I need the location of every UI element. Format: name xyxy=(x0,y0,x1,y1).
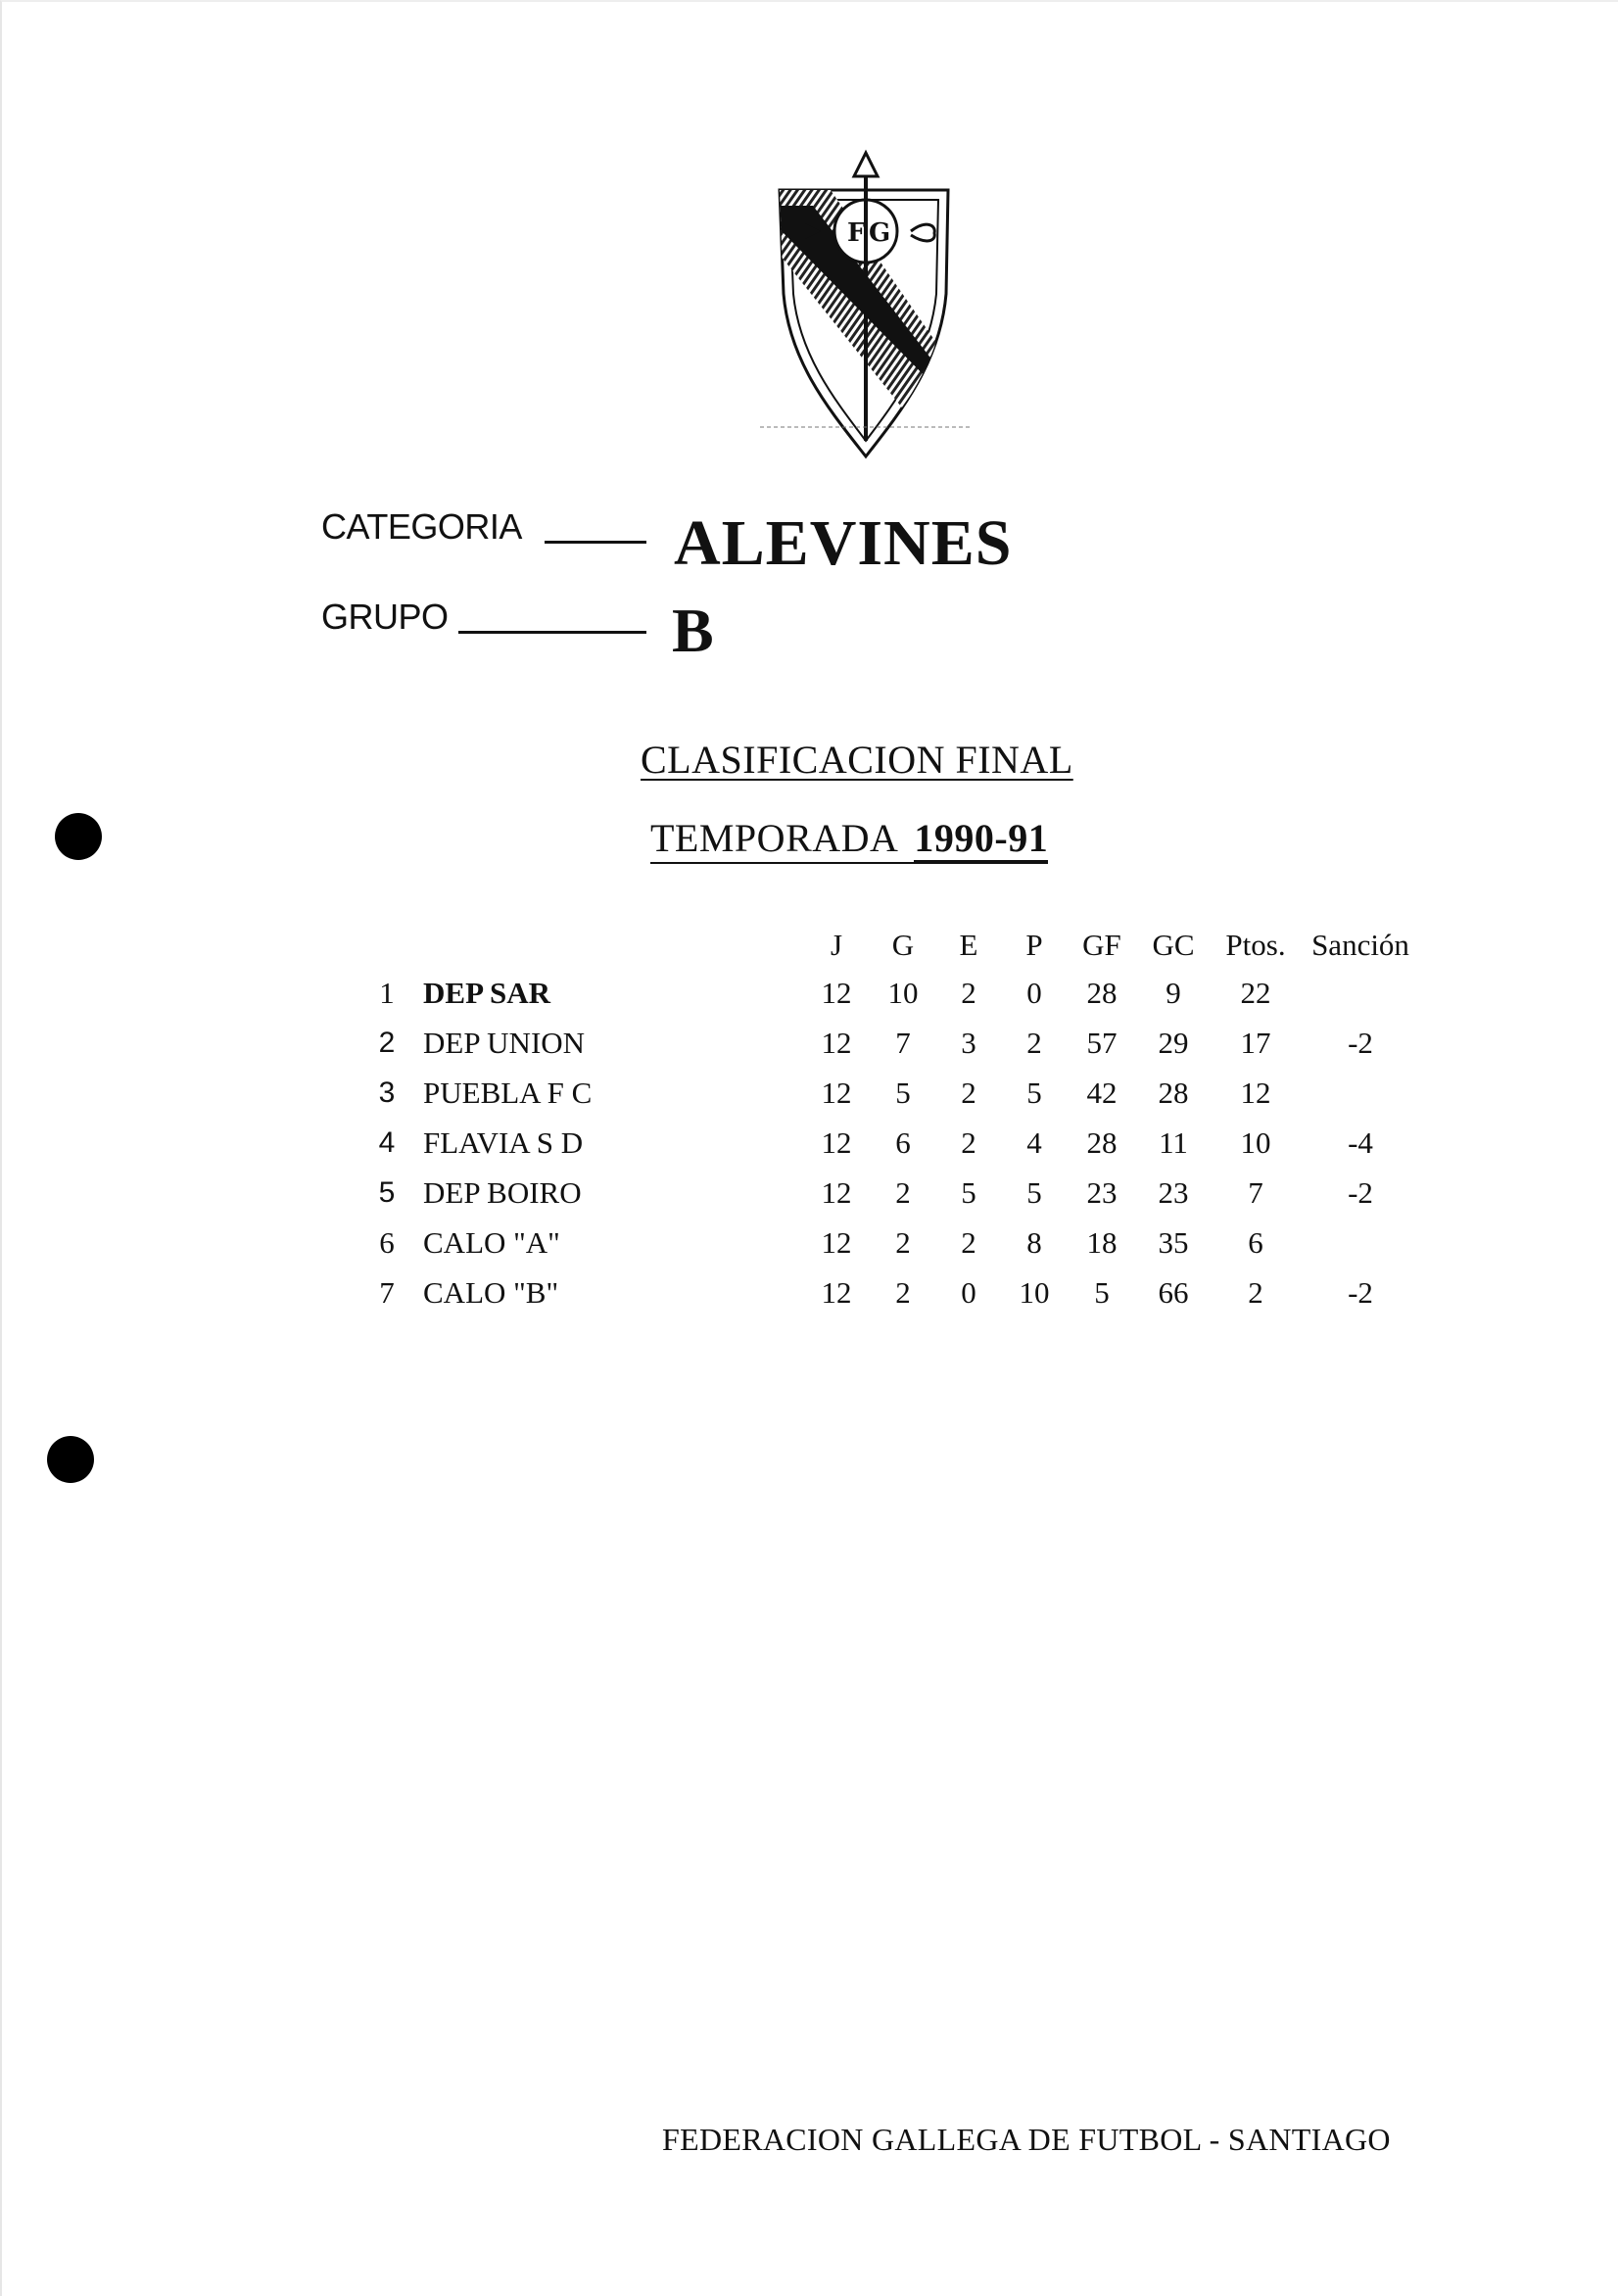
grupo-value: B xyxy=(672,596,714,665)
categoria-label: CATEGORIA xyxy=(321,506,522,547)
row-gc: 35 xyxy=(1158,1225,1189,1260)
row-position: 3 xyxy=(378,1076,396,1109)
row-e: 2 xyxy=(961,976,976,1010)
row-team: PUEBLA F C xyxy=(423,1076,593,1110)
categoria-value: ALEVINES xyxy=(674,507,1013,579)
row-g: 7 xyxy=(895,1026,911,1060)
row-gf: 23 xyxy=(1086,1175,1118,1210)
row-team: CALO "A" xyxy=(423,1225,560,1260)
row-gc: 66 xyxy=(1158,1275,1189,1310)
header-gf: GF xyxy=(1082,927,1121,962)
row-p: 4 xyxy=(1026,1125,1042,1160)
row-ptos: 7 xyxy=(1248,1175,1263,1210)
crest-icon xyxy=(754,147,979,460)
row-position: 4 xyxy=(378,1125,396,1159)
row-gf: 28 xyxy=(1086,976,1118,1010)
row-gc: 23 xyxy=(1158,1175,1189,1210)
row-j: 12 xyxy=(821,1275,852,1310)
header-pos xyxy=(353,921,421,968)
row-g: 6 xyxy=(895,1125,911,1160)
row-team: DEP UNION xyxy=(423,1026,586,1060)
row-team: DEP BOIRO xyxy=(423,1175,582,1210)
categoria-underline xyxy=(545,541,646,544)
row-team: DEP SAR xyxy=(423,976,551,1010)
row-e: 5 xyxy=(961,1175,976,1210)
grupo-label: GRUPO xyxy=(321,597,449,637)
standings-header-row xyxy=(353,921,1420,968)
row-ptos: 12 xyxy=(1240,1076,1271,1110)
temporada-value: 1990-91 xyxy=(914,816,1048,863)
standings-table xyxy=(353,921,1420,1317)
row-gc: 11 xyxy=(1159,1125,1188,1160)
row-sancion: -4 xyxy=(1348,1125,1373,1160)
row-sancion xyxy=(1301,1068,1420,1118)
row-e: 0 xyxy=(961,1275,976,1310)
row-j: 12 xyxy=(821,1175,852,1210)
row-g: 2 xyxy=(895,1225,911,1260)
row-team: CALO "B" xyxy=(423,1275,559,1310)
row-position: 6 xyxy=(379,1225,395,1260)
row-j: 12 xyxy=(821,1026,852,1060)
row-position: 2 xyxy=(378,1026,396,1059)
row-g: 5 xyxy=(895,1076,911,1110)
row-position: 1 xyxy=(379,976,395,1010)
row-ptos: 17 xyxy=(1240,1026,1271,1060)
row-e: 2 xyxy=(961,1076,976,1110)
row-gf: 18 xyxy=(1086,1225,1118,1260)
row-sancion: -2 xyxy=(1348,1026,1373,1060)
header-g: G xyxy=(891,927,915,962)
temporada-label: TEMPORADA xyxy=(650,816,899,860)
row-gc: 9 xyxy=(1166,976,1181,1010)
row-position: 7 xyxy=(379,1275,395,1310)
row-e: 2 xyxy=(961,1125,976,1160)
row-p: 0 xyxy=(1026,976,1042,1010)
row-g: 2 xyxy=(895,1175,911,1210)
table-row xyxy=(353,1268,1420,1317)
grupo-underline xyxy=(458,631,646,634)
row-ptos: 2 xyxy=(1248,1275,1263,1310)
row-sancion xyxy=(1301,1218,1420,1268)
row-g: 2 xyxy=(895,1275,911,1310)
row-e: 2 xyxy=(961,1225,976,1260)
row-gf: 5 xyxy=(1094,1275,1110,1310)
row-p: 10 xyxy=(1019,1275,1050,1310)
row-gf: 42 xyxy=(1086,1076,1118,1110)
table-row xyxy=(353,968,1420,1018)
header-team xyxy=(421,921,803,968)
punch-hole-top xyxy=(55,813,102,860)
row-team: FLAVIA S D xyxy=(423,1125,584,1160)
row-gf: 57 xyxy=(1086,1026,1118,1060)
row-sancion: -2 xyxy=(1348,1175,1373,1210)
temporada-heading xyxy=(650,816,1049,864)
header-p: P xyxy=(1025,927,1043,962)
header-gc: GC xyxy=(1152,927,1195,962)
svg-text:G: G xyxy=(869,218,891,248)
header-sancion: Sanción xyxy=(1311,927,1409,962)
header-e: E xyxy=(959,927,978,962)
row-position: 5 xyxy=(378,1175,396,1209)
row-g: 10 xyxy=(887,976,919,1010)
row-gf: 28 xyxy=(1086,1125,1118,1160)
table-row xyxy=(353,1068,1420,1118)
clasificacion-title: CLASIFICACION FINAL xyxy=(641,738,1073,782)
federation-footer: FEDERACION GALLEGA DE FUTBOL - SANTIAGO xyxy=(662,2122,1391,2157)
row-sancion: -2 xyxy=(1348,1275,1373,1310)
table-row xyxy=(353,1218,1420,1268)
header-ptos: Ptos. xyxy=(1225,927,1286,962)
row-e: 3 xyxy=(961,1026,976,1060)
row-gc: 28 xyxy=(1158,1076,1189,1110)
row-ptos: 10 xyxy=(1240,1125,1271,1160)
row-j: 12 xyxy=(821,1225,852,1260)
punch-hole-bottom xyxy=(47,1436,94,1483)
row-ptos: 6 xyxy=(1248,1225,1263,1260)
row-j: 12 xyxy=(821,1076,852,1110)
svg-text:F: F xyxy=(847,218,866,248)
row-p: 5 xyxy=(1026,1076,1042,1110)
row-ptos: 22 xyxy=(1240,976,1271,1010)
row-j: 12 xyxy=(821,976,852,1010)
table-row xyxy=(353,1168,1420,1218)
table-row xyxy=(353,1118,1420,1168)
row-j: 12 xyxy=(821,1125,852,1160)
row-p: 5 xyxy=(1026,1175,1042,1210)
header-j: J xyxy=(830,927,843,962)
row-sancion xyxy=(1301,968,1420,1018)
table-row xyxy=(353,1018,1420,1068)
row-p: 8 xyxy=(1026,1225,1042,1260)
row-gc: 29 xyxy=(1158,1026,1189,1060)
row-p: 2 xyxy=(1026,1026,1042,1060)
